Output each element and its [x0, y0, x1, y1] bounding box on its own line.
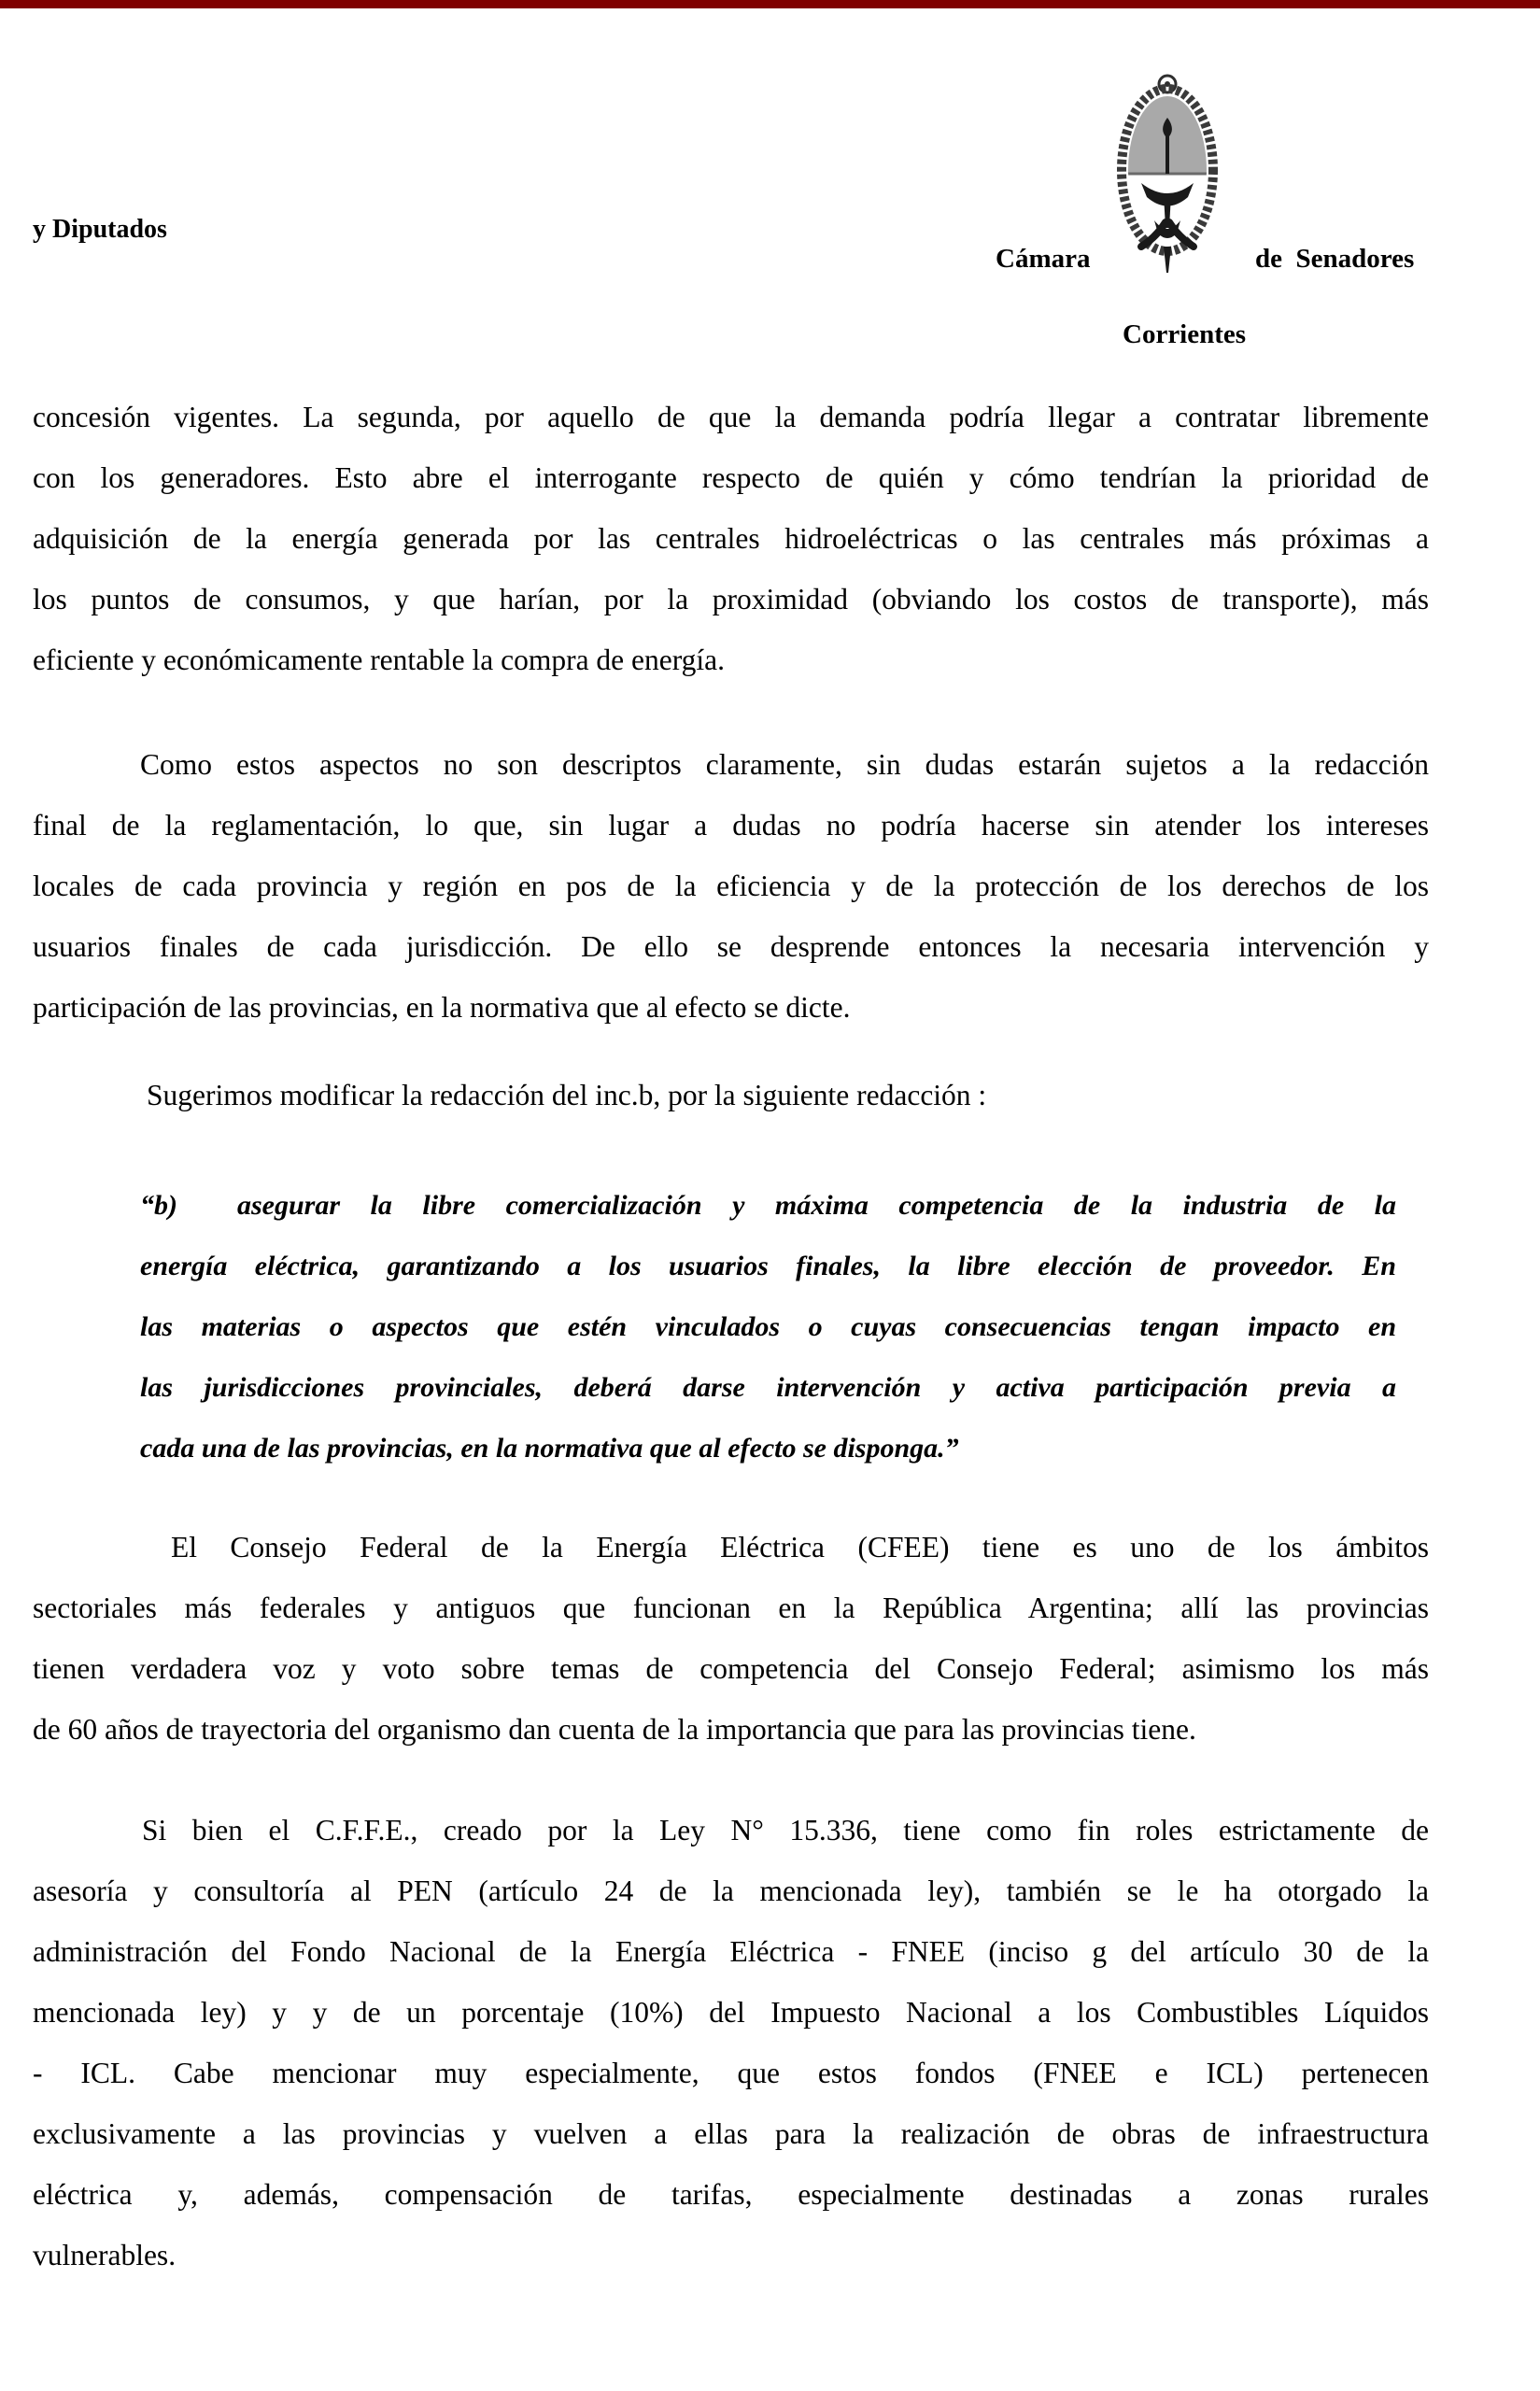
body-line: de 60 años de trayectoria del organismo dan cuenta de la importancia que para las provincias tiene. [33, 1713, 1196, 1746]
body-line: usuarios finales de cada jurisdicción. De ello se desprende entonces la necesaria intervención y [33, 930, 1429, 963]
body-line: tienen verdadera voz y voto sobre temas de competencia del Consejo Federal; asimismo los más [33, 1652, 1429, 1685]
corrientes-coat-of-arms-icon [1117, 73, 1218, 284]
body-line: exclusivamente a las provincias y vuelven a ellas para la realización de obras de infraestructura [33, 2117, 1429, 2150]
body-line: adquisición de la energía generada por las centrales hidroeléctricas o las centrales más próximas a [33, 522, 1429, 555]
body-line: eficiente y económicamente rentable la compra de energía. [33, 644, 726, 676]
body-line: participación de las provincias, en la normativa que al efecto se dicte. [33, 991, 851, 1024]
quoted-clause-b [140, 1175, 1396, 1478]
header-de-senadores: de Senadores [1255, 244, 1415, 274]
body-line: Sugerimos modificar la redacción del inc.b, por la siguiente redacción : [147, 1079, 987, 1111]
body-line: Si bien el C.F.F.E., creado por la Ley N° 15.336, tiene como fin roles estrictamente de [142, 1814, 1429, 1846]
top-red-bar [0, 0, 1540, 8]
header-y-diputados: y Diputados [33, 215, 167, 244]
document-body [33, 387, 1429, 2285]
body-line [140, 1175, 1396, 1236]
header-corrientes: Corrientes [1123, 319, 1247, 349]
paragraph-1 [33, 387, 1429, 690]
body-line: El Consejo Federal de la Energía Eléctrica (CFEE) tiene es uno de los ámbitos [171, 1531, 1429, 1563]
quote-prefix: “b) [140, 1190, 177, 1221]
body-line: las jurisdicciones provinciales, deberá darse intervención y activa participación previa a [140, 1372, 1396, 1403]
body-line: mencionada ley) y y de un porcentaje (10%) del Impuesto Nacional a los Combustibles Líquidos [33, 1996, 1429, 2029]
body-line: con los generadores. Esto abre el interrogante respecto de quién y cómo tendrían la prioridad de [33, 461, 1429, 494]
quote-line-text: asegurar la libre comercialización y máxima competencia de la industria de la [237, 1190, 1396, 1221]
body-line: las materias o aspectos que estén vinculados o cuyas consecuencias tengan impacto en [140, 1311, 1396, 1342]
paragraph-2 [33, 734, 1429, 1038]
body-line: energía eléctrica, garantizando a los usuarios finales, la libre elección de proveedor. En [140, 1251, 1396, 1281]
body-line: eléctrica y, además, compensación de tarifas, especialmente destinadas a zonas rurales [33, 2178, 1429, 2211]
body-line: administración del Fondo Nacional de la Energía Eléctrica - FNEE (inciso g del artículo 30 de la [33, 1935, 1429, 1968]
paragraph-5 [33, 1800, 1429, 2285]
body-line: cada una de las provincias, en la normativa que al efecto se disponga.” [140, 1433, 959, 1464]
body-line: concesión vigentes. La segunda, por aquello de que la demanda podría llegar a contratar libremente [33, 401, 1429, 433]
body-line: final de la reglamentación, lo que, sin lugar a dudas no podría hacerse sin atender los intereses [33, 809, 1429, 842]
body-line: Como estos aspectos no son descriptos claramente, sin dudas estarán sujetos a la redacción [140, 748, 1429, 781]
body-line: los puntos de consumos, y que harían, por la proximidad (obviando los costos de transporte), más [33, 583, 1429, 615]
paragraph-3 [33, 1065, 1429, 1125]
body-line: asesoría y consultoría al PEN (artículo 24 de la mencionada ley), también se le ha otorgado la [33, 1875, 1429, 1907]
body-line: locales de cada provincia y región en pos de la eficiencia y de la protección de los derechos de los [33, 870, 1429, 902]
body-line: sectoriales más federales y antiguos que funcionan en la República Argentina; allí las provincias [33, 1592, 1429, 1624]
header-camara: Cámara [996, 244, 1091, 274]
body-line: vulnerables. [33, 2239, 177, 2271]
body-line: - ICL. Cabe mencionar muy especialmente, que estos fondos (FNEE e ICL) pertenecen [33, 2057, 1429, 2089]
paragraph-4 [33, 1517, 1429, 1760]
